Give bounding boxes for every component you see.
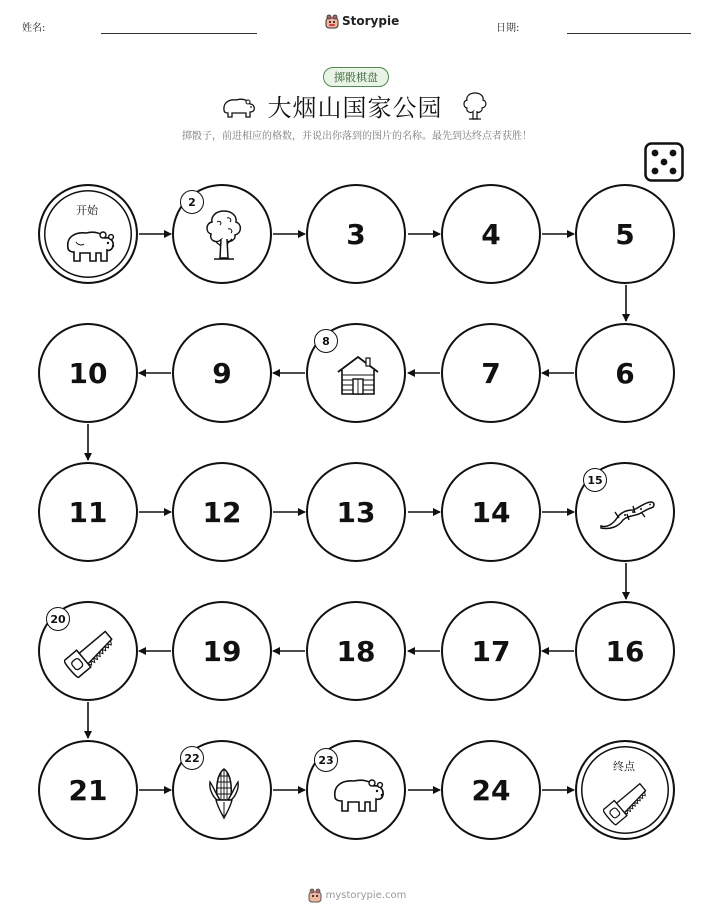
board-cell-16 [575, 601, 675, 701]
start-label: 开始 [76, 204, 98, 217]
cell-number: 21 [68, 773, 108, 807]
board-cell-18 [306, 601, 406, 701]
cell-number: 12 [202, 495, 242, 529]
board-cell-13 [306, 462, 406, 562]
board-cell-4 [441, 184, 541, 284]
cell-number-badge: 15 [583, 468, 607, 492]
cell-number: 13 [336, 495, 376, 529]
cell-number: 18 [336, 634, 376, 668]
cell-number: 7 [481, 356, 501, 390]
board-cell-end [575, 740, 675, 840]
date-label: 日期: [496, 23, 520, 34]
board-cell-5 [575, 184, 675, 284]
tree-icon [202, 208, 246, 264]
cell-number: 10 [68, 356, 108, 390]
board-cell-3 [306, 184, 406, 284]
board-cell-19 [172, 601, 272, 701]
cell-number: 17 [471, 634, 511, 668]
cell-number-badge: 23 [314, 748, 338, 772]
end-label: 终点 [613, 760, 635, 773]
corn-icon [204, 766, 244, 822]
saw-icon [64, 625, 120, 681]
bear-icon [62, 222, 118, 266]
cell-number: 9 [212, 356, 232, 390]
board-cell-6 [575, 323, 675, 423]
salamander-icon [597, 496, 657, 532]
cell-number: 19 [202, 634, 242, 668]
cell-number: 24 [471, 773, 511, 807]
board-cell-start [38, 184, 138, 284]
cell-number: 4 [481, 217, 501, 251]
board-cell-21 [38, 740, 138, 840]
footer [0, 887, 714, 903]
cell-number: 16 [605, 634, 645, 668]
board-cell-17 [441, 601, 541, 701]
brand-name: Storypie [342, 14, 400, 28]
board-cell-7 [441, 323, 541, 423]
cell-number: 14 [471, 495, 511, 529]
board-cell-9 [172, 323, 272, 423]
cell-number: 3 [346, 217, 366, 251]
cell-number: 11 [68, 495, 108, 529]
instructions: 掷骰子，前进相应的格数，并说出你落到的图片的名称。最先到达终点者获胜！ [182, 131, 532, 142]
page-title: 大烟山国家公园 [267, 94, 443, 122]
storypie-logo-icon [308, 887, 322, 903]
cabin-icon [335, 352, 381, 398]
cell-number: 5 [615, 217, 635, 251]
name-label: 姓名: [22, 23, 46, 34]
cell-number-badge: 22 [180, 746, 204, 770]
board-cell-14 [441, 462, 541, 562]
footer-site[interactable]: mystorypie.com [325, 889, 407, 901]
board-cell-24 [441, 740, 541, 840]
cell-number-badge: 20 [46, 607, 70, 631]
bear-icon [329, 770, 389, 816]
cell-number-badge: 8 [314, 329, 338, 353]
saw-icon [603, 778, 653, 828]
game-type-badge: 掷骰棋盘 [323, 67, 389, 87]
board-cell-10 [38, 323, 138, 423]
cell-number: 6 [615, 356, 635, 390]
board-cell-12 [172, 462, 272, 562]
board-cell-11 [38, 462, 138, 562]
cell-number-badge: 2 [180, 190, 204, 214]
